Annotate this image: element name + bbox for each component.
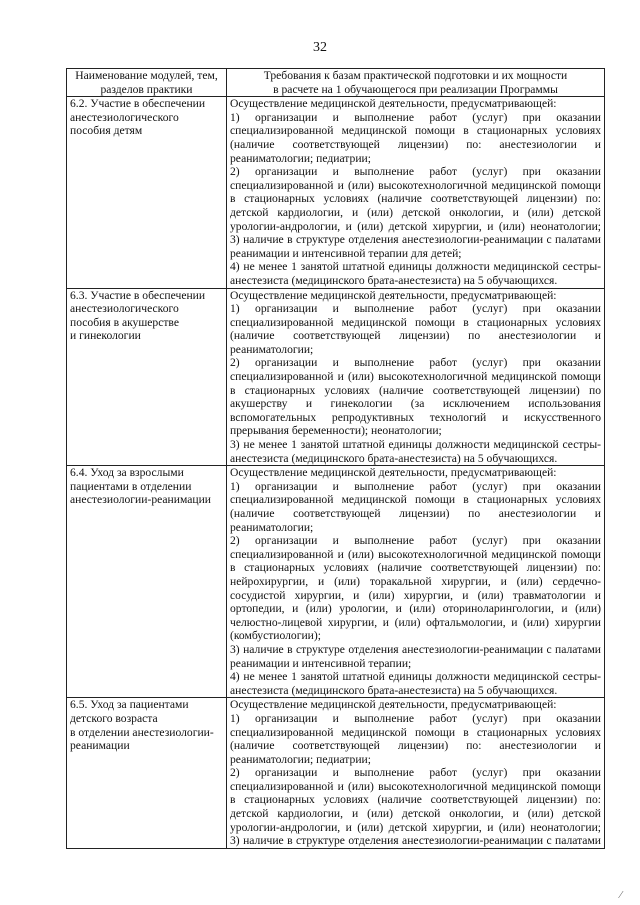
table-row <box>67 466 605 698</box>
requirement-line: Осуществление медицинской деятельности, предусматривающей: <box>230 97 557 111</box>
module-line: анестезиологического <box>70 110 179 124</box>
requirement-line: 3) наличие в структуре отделения анестезиологии-реанимации с палатами <box>230 233 601 247</box>
header-line: в расчете на 1 обучающегося при реализации Программы <box>273 82 558 96</box>
requirement-line: (наличие соответствующей лицензии) по анестезиологии и <box>230 507 601 520</box>
page-edge-mark: ⁄ <box>620 890 622 901</box>
requirement-line: ортопедии, и (или) урологии, и (или) оториноларингологии, и (или) <box>230 602 601 616</box>
requirement-line: анестезиста (медицинского брата-анестезиста) на 5 обучающихся. <box>230 273 558 287</box>
requirement-line: 2) организации и выполнение работ (услуг) при оказании <box>230 165 601 179</box>
module-line: и гинекологии <box>70 329 141 343</box>
requirement-line: реаниматологии; педиатрии; <box>230 752 371 766</box>
requirement-line: 3) наличие в структуре отделения анестезиологии-реанимации с палатами <box>230 834 601 848</box>
requirement-line: 4) не менее 1 занятой штатной единицы должности медицинской сестры- <box>230 260 601 274</box>
table-body <box>67 97 605 849</box>
requirement-line: специализированной и (или) высокотехнологичной медицинской помощи <box>230 779 601 793</box>
requirement-line: прерывания беременности); неонатологии; <box>230 424 442 438</box>
requirement-line: специализированной медицинской помощи в стационарных условиях <box>230 725 601 739</box>
requirement-line: 2) организации и выполнение работ (услуг) при оказании <box>230 534 601 548</box>
requirement-line: (комбустиологии); <box>230 629 321 643</box>
requirement-line: специализированной и (или) высокотехнологичной медицинской помощи <box>230 547 601 561</box>
table-row <box>67 288 605 466</box>
module-line: 6.5. Уход за пациентами <box>70 698 189 712</box>
requirement-line: 1) организации и выполнение работ (услуг) при оказании <box>230 302 601 316</box>
requirement-line: реаниматологии; <box>230 520 314 534</box>
requirement-line: акушерству и гинекологии (за исключением использования <box>230 397 601 411</box>
requirement-line: реаниматологии; педиатрии; <box>230 151 371 165</box>
requirement-line: специализированной медицинской помощи в стационарных условиях <box>230 124 601 138</box>
requirement-line: Осуществление медицинской деятельности, предусматривающей: <box>230 698 557 712</box>
requirement-line: (наличие соответствующей лицензии) по анестезиологии и <box>230 329 601 343</box>
requirement-line: детской кардиологии, и (или) детской онкологии, и (или) детской <box>230 205 601 219</box>
requirement-line: урологии-андрологии, и (или) детской хирургии, и (или) неонатологии; <box>230 219 601 233</box>
requirement-line: челюстно-лицевой хирургии, и (или) офтальмологии, и (или) хирургии <box>230 615 601 629</box>
module-cell <box>67 698 227 849</box>
requirement-line: урологии-андрологии, и (или) детской хирургии, и (или) неонатологии; <box>230 820 601 834</box>
requirement-line: реанимации и интенсивной терапии для детей; <box>230 246 462 260</box>
requirements-cell <box>227 97 605 288</box>
page-number: 32 <box>313 40 327 55</box>
requirement-line: Осуществление медицинской деятельности, предусматривающей: <box>230 288 557 302</box>
requirements-cell <box>227 698 605 849</box>
module-line: детского возраста <box>70 711 158 725</box>
requirement-line: 1) организации и выполнение работ (услуг) при оказании <box>230 711 601 725</box>
requirements-cell <box>227 288 605 466</box>
module-line: в отделении анестезиологии- <box>70 725 214 739</box>
requirement-line: нейрохирургии, и (или) торакальной хирургии, и (или) сердечно- <box>230 574 601 588</box>
module-cell <box>67 97 227 288</box>
requirement-line: специализированной и (или) высокотехнологичной медицинской помощи <box>230 370 601 384</box>
module-line: 6.3. Участие в обеспечении <box>70 288 206 302</box>
module-line: 6.4. Уход за взрослыми <box>70 466 184 480</box>
header-line: Требования к базам практической подготовки и их мощности <box>263 69 568 82</box>
header-line: разделов практики <box>100 82 193 96</box>
module-cell <box>67 288 227 466</box>
module-line: пациентами в отделении <box>70 479 192 493</box>
module-line: 6.2. Участие в обеспечении <box>70 97 206 111</box>
requirement-line: (наличие соответствующей лицензии) по: анестезиологии и <box>230 739 601 753</box>
header-requirements <box>227 69 605 97</box>
requirement-line: вспомогательных репродуктивных технологий и искусственного <box>230 410 601 424</box>
requirement-line: специализированной медицинской помощи в стационарных условиях <box>230 493 601 507</box>
requirement-line: в стационарных условиях (наличие соответствующей лицензии) по: <box>230 192 601 206</box>
header-modules <box>67 69 227 97</box>
requirement-line: в стационарных условиях (наличие соответствующей лицензии) по: <box>230 561 601 575</box>
requirement-line: Осуществление медицинской деятельности, предусматривающей: <box>230 466 557 480</box>
module-line: анестезиологии-реанимации <box>70 493 211 507</box>
requirement-line: 2) организации и выполнение работ (услуг) при оказании <box>230 356 601 370</box>
table-row <box>67 97 605 288</box>
module-line: пособия в акушерстве <box>70 315 179 329</box>
header-line: Наименование модулей, тем, <box>75 69 218 82</box>
practice-bases-table <box>66 68 605 849</box>
requirement-line: реаниматологии; <box>230 342 314 356</box>
module-cell <box>67 466 227 698</box>
requirement-line: детской кардиологии, и (или) детской онкологии, и (или) детской <box>230 807 601 821</box>
requirement-line: в стационарных условиях (наличие соответствующей лицензии) по: <box>230 793 601 807</box>
requirement-line: 3) наличие в структуре отделения анестезиологии-реанимации с палатами <box>230 642 601 656</box>
requirement-line: анестезиста (медицинского брата-анестезиста) на 5 обучающихся. <box>230 683 558 697</box>
requirement-line: специализированной медицинской помощи в стационарных условиях <box>230 315 601 329</box>
requirements-cell <box>227 466 605 698</box>
requirement-line: 2) организации и выполнение работ (услуг) при оказании <box>230 766 601 780</box>
table-header-row <box>67 69 605 97</box>
requirement-line: 1) организации и выполнение работ (услуг) при оказании <box>230 479 601 493</box>
requirement-line: в стационарных условиях (наличие соответствующей лицензии) по <box>230 383 601 397</box>
requirement-line: 3) не менее 1 занятой штатной единицы должности медицинской сестры- <box>230 438 601 452</box>
requirement-line: сосудистой хирургии, и (или) хирургии, и (или) травматологии и <box>230 588 601 602</box>
requirement-line: анестезиста (медицинского брата-анестезиста) на 5 обучающихся. <box>230 451 558 465</box>
module-line: пособия детям <box>70 124 143 138</box>
table-row <box>67 698 605 849</box>
module-line: реанимации <box>70 739 130 753</box>
requirement-line: реанимации и интенсивной терапии; <box>230 656 412 670</box>
module-line: анестезиологического <box>70 302 179 316</box>
requirement-line: (наличие соответствующей лицензии) по: анестезиологии и <box>230 137 601 151</box>
requirement-line: специализированной и (или) высокотехнологичной медицинской помощи <box>230 178 601 192</box>
requirement-line: 4) не менее 1 занятой штатной единицы должности медицинской сестры- <box>230 670 601 684</box>
requirement-line: 1) организации и выполнение работ (услуг) при оказании <box>230 110 601 124</box>
